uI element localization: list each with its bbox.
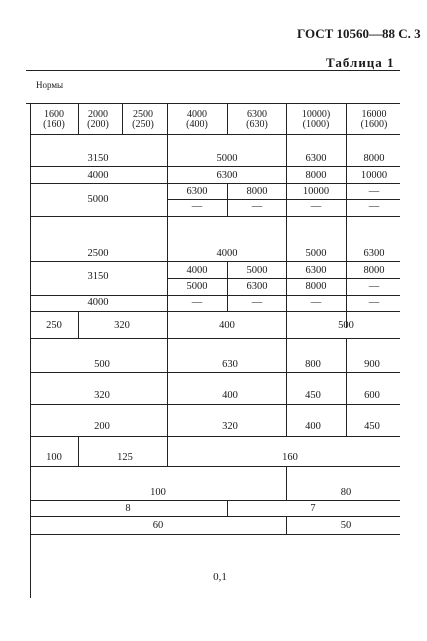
cell: 60 — [152, 520, 164, 531]
cell: 80 — [340, 487, 352, 498]
cell: 450 — [364, 421, 380, 432]
cell: 160 — [282, 452, 298, 463]
cell: — — [368, 186, 380, 197]
cell-sep — [286, 516, 287, 534]
hdr-sep-2 — [122, 103, 123, 134]
footer-value: 0,1 — [213, 571, 227, 583]
cell-sep — [286, 338, 287, 436]
cell: — — [368, 297, 380, 308]
table-label: Таблица 1 — [326, 55, 395, 70]
cell: 125 — [117, 452, 133, 463]
cell: 50 — [340, 520, 352, 531]
cell: 5000 — [305, 248, 327, 259]
cell: — — [368, 201, 380, 212]
col-header-2000: 2000 — [88, 109, 108, 120]
row-rule — [30, 516, 400, 517]
cell: 8000 — [363, 153, 385, 164]
sub-rule — [167, 278, 400, 279]
cell: — — [191, 297, 203, 308]
cell: 5000 — [216, 153, 238, 164]
cell: 400 — [219, 320, 235, 331]
header-rule — [26, 103, 400, 104]
cell-sep — [78, 436, 79, 466]
cell: 6300 — [216, 170, 238, 181]
cell-sep — [227, 500, 228, 516]
cell: 400 — [222, 390, 238, 401]
col-header-10000-sub: (1000) — [302, 119, 330, 130]
hdr-sep-1 — [78, 103, 79, 134]
cell: 320 — [94, 390, 110, 401]
row-rule — [30, 436, 400, 437]
row-rule — [30, 404, 400, 405]
cell: — — [310, 201, 322, 212]
col-header-2500: 2500 — [133, 109, 153, 120]
row-rule — [30, 372, 400, 373]
col-header-6300-sub: (630) — [246, 119, 268, 130]
row-rule — [30, 466, 400, 467]
cell: — — [368, 281, 380, 292]
row-rule — [30, 166, 400, 167]
cell: 250 — [46, 320, 62, 331]
cell: 4000 — [87, 297, 109, 308]
cell: 8000 — [363, 265, 385, 276]
col-header-16000: 16000 — [361, 109, 387, 120]
cell: — — [251, 297, 263, 308]
cell: 5000 — [246, 265, 268, 276]
cell: 320 — [114, 320, 130, 331]
cell-sep — [346, 338, 347, 436]
col-header-1600-sub: (160) — [43, 119, 65, 130]
cell: 10000 — [360, 170, 388, 181]
col-header-2500-sub: (250) — [132, 119, 154, 130]
cell: 6300 — [305, 153, 327, 164]
cell-sep — [286, 311, 287, 338]
cell: 320 — [222, 421, 238, 432]
cell: — — [310, 297, 322, 308]
cell: 5000 — [87, 194, 109, 205]
cell: 5000 — [186, 281, 208, 292]
cell: 3150 — [87, 153, 109, 164]
standard-header: ГОСТ 10560—88 С. 3 — [297, 26, 421, 41]
col-header-4000-sub: (400) — [186, 119, 208, 130]
cell-sep — [78, 311, 79, 338]
cell: 6300 — [186, 186, 208, 197]
cell: — — [251, 201, 263, 212]
col-header-10000: 10000) — [301, 109, 331, 120]
cell: 100 — [150, 487, 166, 498]
row-rule — [30, 261, 400, 262]
col-header-6300: 6300 — [247, 109, 267, 120]
cell: 10000 — [302, 186, 330, 197]
sub-rule — [167, 199, 400, 200]
hdr-sep-6300 — [227, 103, 228, 134]
cell: 6300 — [363, 248, 385, 259]
cell-sep — [167, 311, 168, 338]
cell-sep — [167, 436, 168, 466]
row-rule — [30, 183, 400, 184]
row-rule — [30, 216, 400, 217]
cell: 8 — [125, 503, 131, 514]
top-rule — [26, 70, 400, 71]
cell: 3150 — [87, 271, 109, 282]
cell: 4000 — [87, 170, 109, 181]
cell: 500 — [94, 359, 110, 370]
cell: 630 — [222, 359, 238, 370]
row-rule — [30, 534, 400, 535]
cell: — — [191, 201, 203, 212]
row-rule — [30, 500, 400, 501]
col-header-4000: 4000 — [187, 109, 207, 120]
cell: 800 — [305, 359, 321, 370]
cell-sep — [167, 338, 168, 436]
row-rule — [30, 311, 400, 312]
cell: 500 — [338, 320, 354, 331]
cell: 8000 — [305, 170, 327, 181]
cell: 900 — [364, 359, 380, 370]
cell: 6300 — [246, 281, 268, 292]
left-border — [30, 103, 31, 598]
cell: 4000 — [216, 248, 238, 259]
cell: 4000 — [186, 265, 208, 276]
cell: 100 — [46, 452, 62, 463]
cell: 8000 — [305, 281, 327, 292]
cell: 450 — [305, 390, 321, 401]
cell-sep — [286, 466, 287, 500]
col-header-16000-sub: (1600) — [360, 119, 388, 130]
cell: 6300 — [305, 265, 327, 276]
cell: 7 — [310, 503, 316, 514]
cell: 400 — [305, 421, 321, 432]
cell: 2500 — [87, 248, 109, 259]
row-rule — [30, 338, 400, 339]
cell: 600 — [364, 390, 380, 401]
section-label: Нормы — [36, 80, 64, 90]
col-header-1600: 1600 — [44, 109, 64, 120]
row-rule — [30, 295, 400, 296]
cell: 200 — [94, 421, 110, 432]
col-header-2000-sub: (200) — [87, 119, 109, 130]
hdr-bottom-rule — [30, 134, 400, 135]
cell-sep — [227, 295, 228, 311]
cell: 8000 — [246, 186, 268, 197]
